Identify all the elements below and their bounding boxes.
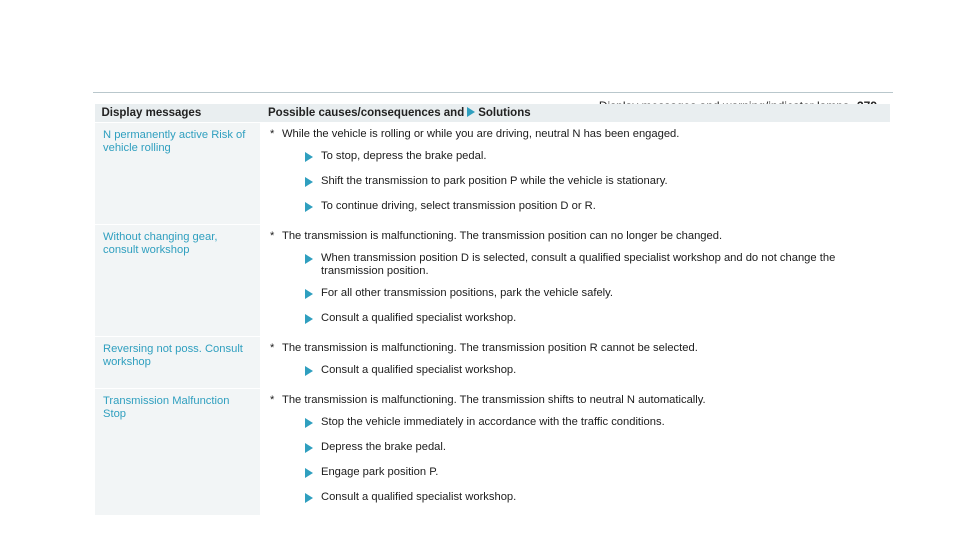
arrow-right-icon [305,254,313,264]
step-text: Shift the transmission to park position P while the vehicle is stationary. [321,175,668,187]
solution-step [270,287,881,303]
table-row [95,225,890,337]
display-messages-table [94,104,890,516]
col-header-messages: Display messages [95,104,262,123]
solution-step [270,416,881,432]
header-rule [93,92,893,93]
step-text: When transmission position D is selected, consult a qualified specialist workshop and do not change the transmission position. [321,252,836,277]
cause-text: The transmission is malfunctioning. The transmission position can no longer be changed. [282,230,723,242]
table-row [95,337,890,389]
cause-line: * The transmission is malfunctioning. The transmission position can no longer be changed. [270,230,723,242]
cause-line: * The transmission is malfunctioning. The transmission position R cannot be selected. [270,342,698,354]
solution-step [270,252,881,278]
arrow-right-icon [305,177,313,187]
solution-step [270,175,881,191]
cause-line: * The transmission is malfunctioning. The transmission shifts to neutral N automatically. [270,394,706,406]
col-header-causes-text: Possible causes/consequences and [268,107,465,119]
table-row [95,389,890,516]
message-cell: Reversing not poss. Consult workshop [95,337,262,389]
step-text: Engage park position P. [321,466,439,478]
arrow-right-icon [305,468,313,478]
arrow-right-icon [305,443,313,453]
step-text: To stop, depress the brake pedal. [321,150,487,162]
cause-line: * While the vehicle is rolling or while you are driving, neutral N has been engaged. [270,128,680,140]
solution-step [270,364,881,380]
table-header-row [95,104,890,123]
solution-step [270,312,881,328]
col-header-solutions-text: Solutions [478,107,531,119]
description-cell [261,389,890,516]
arrow-right-icon [305,493,313,503]
description-cell [261,225,890,337]
message-cell: Transmission Malfunction Stop [95,389,262,516]
arrow-right-icon [305,366,313,376]
step-text: To continue driving, select transmission position D or R. [321,200,596,212]
step-text: Consult a qualified specialist workshop. [321,364,517,376]
cause-text: While the vehicle is rolling or while you are driving, neutral N has been engaged. [282,128,680,140]
solution-step [270,491,881,507]
solution-step [270,200,881,216]
step-text: For all other transmission positions, park the vehicle safely. [321,287,614,299]
message-cell: N permanently active Risk of vehicle rolling [95,123,262,225]
arrow-right-icon [305,289,313,299]
arrow-right-icon [467,107,475,117]
arrow-right-icon [305,314,313,324]
solution-step [270,466,881,482]
description-cell [261,337,890,389]
solution-step [270,441,881,457]
table-row [95,123,890,225]
solution-step [270,150,881,166]
description-cell [261,123,890,225]
arrow-right-icon [305,418,313,428]
arrow-right-icon [305,202,313,212]
arrow-right-icon [305,152,313,162]
cause-text: The transmission is malfunctioning. The transmission shifts to neutral N automatically. [282,394,706,406]
step-text: Stop the vehicle immediately in accordance with the traffic conditions. [321,416,665,428]
step-text: Consult a qualified specialist workshop. [321,491,517,503]
message-cell: Without changing gear, consult workshop [95,225,262,337]
step-text: Depress the brake pedal. [321,441,447,453]
step-text: Consult a qualified specialist workshop. [321,312,517,324]
col-header-causes [261,104,890,123]
cause-text: The transmission is malfunctioning. The transmission position R cannot be selected. [282,342,698,354]
